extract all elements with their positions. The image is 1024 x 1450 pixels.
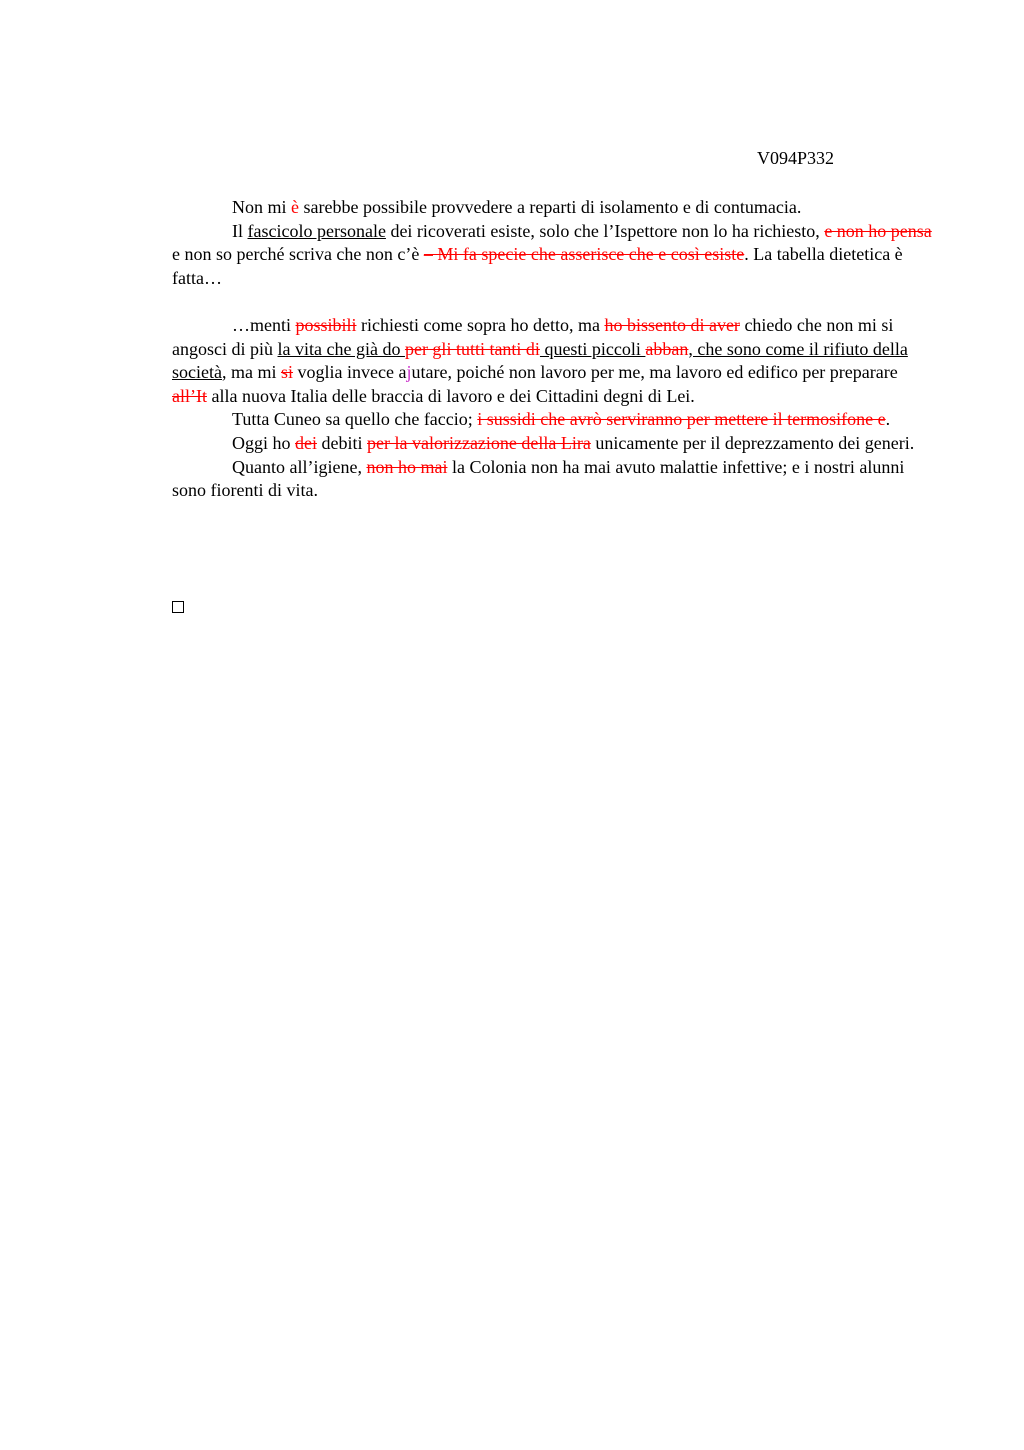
- text-span: la Colonia non ha mai avuto malattie infettive; e i nostri alunni sono fiorenti di vita.: [172, 456, 905, 501]
- document-body: [172, 196, 934, 503]
- text-span: .: [885, 409, 891, 430]
- deleted-text: per la valorizzazione della Lira: [367, 432, 591, 453]
- text-span: dei ricoverati esiste, solo che l’Ispettore non lo ha richiesto,: [385, 220, 825, 241]
- text-span: e non so perché scriva che non c’è: [172, 244, 424, 265]
- deleted-text: all’It: [172, 385, 207, 406]
- text-span: Non mi: [232, 197, 292, 217]
- underlined-text: , che sono come il rifiuto della società: [172, 338, 908, 383]
- deleted-text: possibili: [295, 314, 357, 335]
- deleted-text: abban: [645, 338, 689, 359]
- added-letter: j: [406, 362, 412, 383]
- text-span: sarebbe possibile provvedere a reparti di isolamento e di contumacia.: [299, 197, 802, 217]
- text-span: . La tabella dietetica è fatta…: [172, 244, 903, 288]
- underlined-text: la vita che già do: [277, 338, 405, 359]
- text-span: debiti: [317, 432, 367, 453]
- text-span: richiesti come sopra ho detto, ma: [356, 314, 605, 335]
- underlined-text: fascicolo personale: [247, 220, 386, 241]
- deleted-text: per gli tutti tanti di: [404, 338, 540, 359]
- text-span: chiedo che non mi si angosci di più: [172, 314, 894, 359]
- deleted-text: i sussidi che avrò serviranno per mettere il termosifone e: [477, 409, 886, 430]
- page-id: V094P332: [757, 148, 835, 168]
- paragraph: [172, 432, 934, 456]
- underlined-text: questi piccoli: [539, 338, 646, 359]
- deleted-text: non ho mai: [366, 456, 448, 477]
- paragraph: [172, 456, 934, 503]
- paragraph: [172, 314, 934, 408]
- text-span: Tutta Cuneo sa quello che faccio;: [232, 409, 478, 430]
- deleted-text: e non ho pensa: [824, 220, 932, 241]
- text-span: , ma mi: [221, 362, 281, 383]
- text-span: voglia invece a: [293, 362, 407, 383]
- deleted-text: dei: [295, 432, 317, 453]
- text-span: Il: [232, 220, 248, 241]
- deleted-text: ho bissento di aver: [604, 314, 740, 335]
- text-span: Oggi ho: [232, 432, 295, 453]
- deleted-text: – Mi fa specie che asserisce che e così esiste: [423, 244, 745, 265]
- text-span: alla nuova Italia delle braccia di lavoro e dei Cittadini degni di Lei.: [206, 385, 695, 406]
- text-span: unicamente per il deprezzamento dei generi.: [590, 432, 915, 453]
- paragraph: [172, 408, 934, 432]
- paragraph: [172, 196, 934, 220]
- empty-square-icon: [172, 601, 184, 613]
- text-span: …menti: [232, 314, 296, 335]
- inserted-text: è: [291, 197, 300, 217]
- text-span: Quanto all’igiene,: [232, 456, 367, 477]
- paragraph: [172, 220, 934, 291]
- text-span: utare, poiché non lavoro per me, ma lavoro ed edifico per preparare: [411, 362, 898, 383]
- deleted-text: si: [280, 362, 293, 383]
